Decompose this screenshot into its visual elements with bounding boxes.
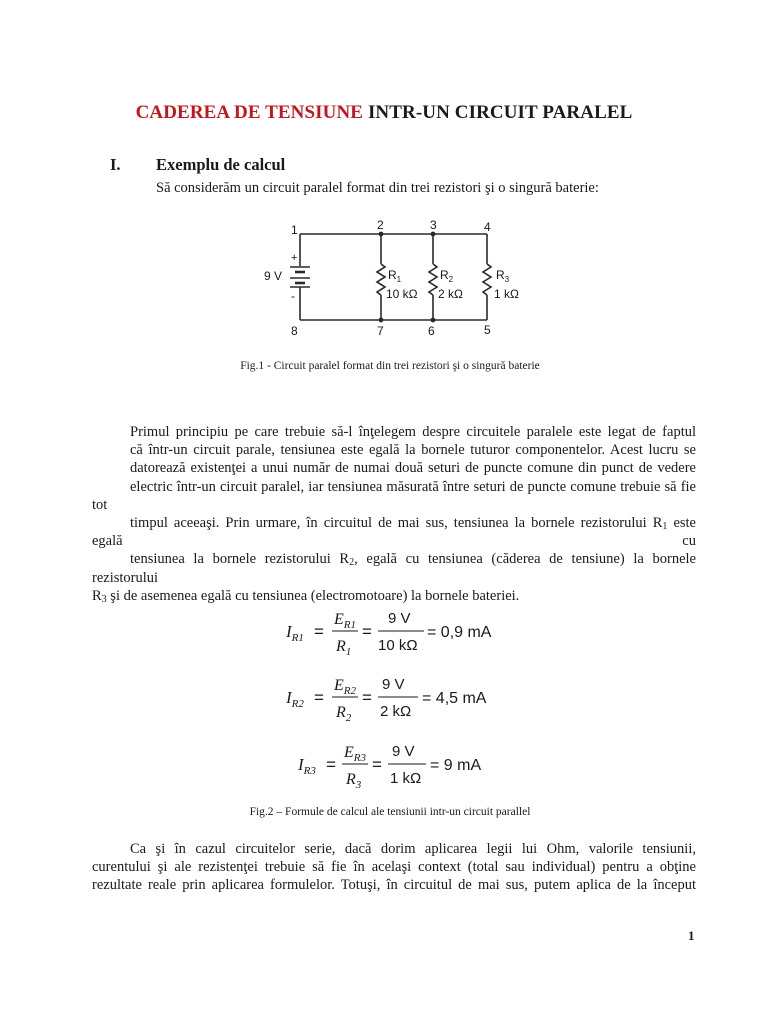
- paragraph-2-line: Ca şi în cazul circuitelor serie, dacă dorim aplicarea legii lui Ohm, valorile tensiunii,: [130, 841, 696, 857]
- section-heading: [110, 155, 285, 175]
- page-number: 1: [688, 928, 695, 943]
- paragraph-1-line: tensiunea la bornele rezistorului $R_2$, egală cu tensiunea (căderea de tensiune) la bornele rezistorului: [92, 551, 696, 586]
- section-intro: Să considerăm un circuit paralel format din trei rezistori şi o singură baterie:: [156, 180, 599, 196]
- svg-text:IR2: $I_{R2}$: [286, 688, 304, 710]
- paragraph-2: [92, 840, 696, 895]
- svg-text:9 V: 9 V: [382, 676, 405, 693]
- svg-text:10 kΩ: 10 kΩ: [378, 637, 418, 654]
- svg-text:9 V: 9 V: [392, 743, 415, 760]
- battery-voltage-label: 9 V: [264, 269, 283, 283]
- svg-text:=: =: [372, 755, 382, 774]
- junction-dot-3: [431, 232, 436, 237]
- node-label-6: 6: [428, 324, 435, 338]
- r1-name-label: $R_1$: [388, 268, 402, 284]
- node-label-2: 2: [377, 218, 384, 232]
- figure-2-caption: Fig.2 – Formule de calcul ale tensiunii intr-un circuit parallel: [249, 806, 531, 818]
- formula-ir2: [286, 668, 516, 726]
- paragraph-2-line: rezultate reale prin aplicarea formulelor. Totuşi, în circuitul de mai sus, putem aplica de la început: [92, 877, 696, 894]
- r2-name-label: $R_2$: [440, 268, 454, 284]
- svg-text:IR3: $I_{R3}$: [298, 755, 316, 777]
- paragraph-2-line: curentului şi ale rezistenţei trebuie să fie în acelaşi context (total sau individual) pentru a obţine: [92, 859, 696, 876]
- node-label-5: 5: [484, 323, 491, 337]
- svg-text:=: =: [326, 755, 336, 774]
- svg-text:IR1: $I_{R1}$: [286, 622, 304, 644]
- svg-text:= 0,9 mA: = 0,9 mA: [427, 624, 492, 641]
- resistor-r1: [377, 264, 385, 295]
- svg-text:1 kΩ: 1 kΩ: [390, 770, 422, 787]
- svg-text:R1: $R_1$: [336, 638, 352, 658]
- svg-text:ER1: $E_{R1}$: [334, 611, 357, 631]
- paragraph-1-line: Primul principiu pe care trebuie să-l înţelegem despre circuitele paralele este legat de faptul: [130, 424, 696, 440]
- page-title: [0, 102, 768, 124]
- node-label-1: 1: [291, 223, 298, 237]
- battery-plus-sign: +: [291, 252, 298, 264]
- junction-dot-2: [379, 232, 384, 237]
- resistor-r2: [429, 264, 437, 295]
- r1-value-label: 10 kΩ: [386, 287, 418, 301]
- svg-text:=: =: [362, 688, 372, 707]
- svg-text:= 4,5 mA: = 4,5 mA: [422, 690, 487, 707]
- junction-dot-6: [431, 318, 436, 323]
- parallel-circuit-diagram: [258, 214, 538, 340]
- node-label-3: 3: [430, 218, 437, 232]
- paragraph-1-line: că într-un circuit parale, tensiunea este egală la bornele tuturor componentelor. Acest lucru se: [130, 442, 696, 459]
- svg-text:9 V: 9 V: [388, 610, 411, 627]
- node-label-7: 7: [377, 324, 384, 338]
- title-dark-part: INTR-UN CIRCUIT PARALEL: [367, 102, 633, 123]
- formula-ir3: [298, 735, 508, 793]
- battery-minus-sign: -: [291, 289, 295, 303]
- paragraph-1-line: $R_3$ şi de asemenea egală cu tensiunea (electromotoare) la bornele bateriei.: [92, 587, 520, 605]
- node-label-4: 4: [484, 220, 491, 234]
- paragraph-1-line: datorează existenţei a unui număr de numai două seturi de puncte comune din punct de vedere: [130, 460, 696, 477]
- svg-text:=: =: [314, 688, 324, 707]
- svg-text:R3: $R_3$: [346, 771, 362, 791]
- junction-dot-7: [379, 318, 384, 323]
- title-red-part: CADEREA DE TENSIUNE: [135, 102, 364, 123]
- resistor-r3: [483, 264, 491, 295]
- section-title: Exemplu de calcul: [156, 155, 286, 174]
- svg-text:=: =: [314, 622, 324, 641]
- svg-text:2 kΩ: 2 kΩ: [380, 703, 412, 720]
- figure-1-caption: Fig.1 - Circuit paralel format din trei rezistori şi o singură baterie: [240, 360, 540, 372]
- svg-text:= 9 mA: = 9 mA: [430, 757, 482, 774]
- paragraph-1: [92, 423, 696, 605]
- svg-text:ER3: $E_{R3}$: [344, 744, 367, 764]
- section-number: I.: [110, 155, 121, 174]
- svg-text:ER2: $E_{R2}$: [334, 677, 357, 697]
- paragraph-1-line: timpul aceeaşi. Prin urmare, în circuitul de mai sus, tensiunea la bornele rezistorului $R_1$ este egală cu: [92, 515, 696, 550]
- r3-name-label: $R_3$: [496, 268, 510, 284]
- svg-text:=: =: [362, 622, 372, 641]
- r2-value-label: 2 kΩ: [438, 287, 463, 301]
- formula-ir1: [286, 602, 516, 660]
- r3-value-label: 1 kΩ: [494, 287, 519, 301]
- node-label-8: 8: [291, 324, 298, 338]
- paragraph-1-line: electric într-un circuit paralel, iar tensiunea măsurată între seturi de puncte comune trebuie să fie tot: [92, 478, 696, 513]
- svg-text:R2: $R_2$: [336, 704, 352, 724]
